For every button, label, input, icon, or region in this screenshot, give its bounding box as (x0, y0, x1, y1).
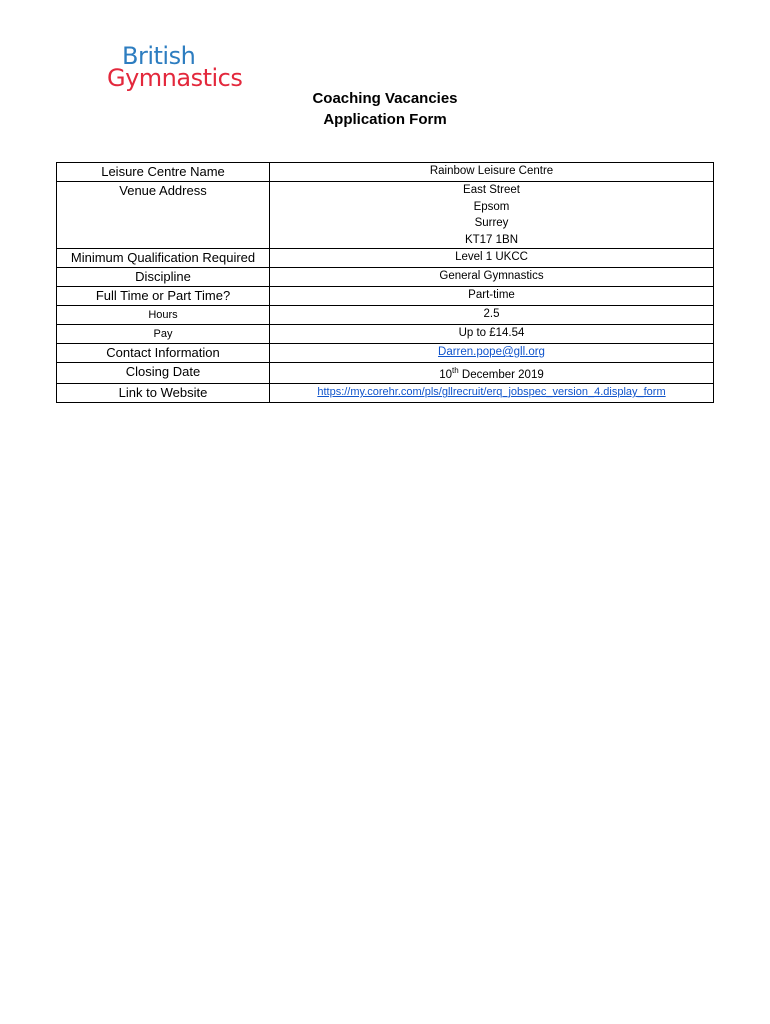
title-line-2: Application Form (323, 111, 447, 128)
row-label-venue-address: Venue Address (57, 182, 270, 249)
closing-month-year: December 2019 (458, 368, 544, 381)
row-value-leisure-centre: Rainbow Leisure Centre (270, 163, 714, 182)
table-row (57, 249, 714, 268)
logo-line-british: British (122, 42, 196, 70)
address-line: East Street (463, 184, 520, 196)
table-row (57, 182, 714, 249)
closing-day-suffix: th (452, 366, 459, 375)
table-row (57, 325, 714, 344)
british-gymnastics-logo (107, 44, 247, 90)
row-value-min-qualification: Level 1 UKCC (270, 249, 714, 268)
address-line: KT17 1BN (464, 233, 519, 246)
table-row (57, 287, 714, 306)
row-label-leisure-centre: Leisure Centre Name (57, 163, 270, 182)
row-label-min-qualification: Minimum Qualification Required (57, 249, 270, 268)
row-value-discipline: General Gymnastics (270, 268, 714, 287)
table-row (57, 306, 714, 325)
row-value-full-or-part-time: Part-time (270, 287, 714, 306)
row-value-pay: Up to £14.54 (270, 325, 714, 344)
address-line: Epsom (473, 200, 510, 213)
logo-line-gymnastics: Gymnastics (107, 64, 243, 92)
row-value-contact (270, 344, 714, 363)
row-label-hours: Hours (57, 306, 270, 325)
title-line-1: Coaching Vacancies (312, 90, 458, 107)
row-label-closing-date: Closing Date (57, 363, 270, 384)
table-row (57, 344, 714, 363)
contact-email-link[interactable]: Darren.pope@gll.org (438, 346, 545, 358)
row-value-hours: 2.5 (270, 306, 714, 325)
row-label-website: Link to Website (57, 384, 270, 403)
row-label-pay: Pay (57, 325, 270, 344)
row-value-venue-address (270, 182, 714, 249)
website-link[interactable]: https://my.corehr.com/pls/gllrecruit/erq_jobspec_version_4.display_form (317, 386, 666, 399)
table-row (57, 268, 714, 287)
row-label-contact: Contact Information (57, 344, 270, 363)
row-value-closing-date (270, 363, 714, 384)
address-line: Surrey (474, 217, 509, 229)
row-label-discipline: Discipline (57, 268, 270, 287)
vacancy-details-table (56, 162, 714, 403)
table-row (57, 384, 714, 403)
closing-day: 10 (439, 368, 453, 381)
table-row (57, 363, 714, 384)
table-row (57, 163, 714, 182)
page-title (0, 88, 770, 130)
row-label-full-or-part-time: Full Time or Part Time? (57, 287, 270, 306)
row-value-website (270, 384, 714, 403)
